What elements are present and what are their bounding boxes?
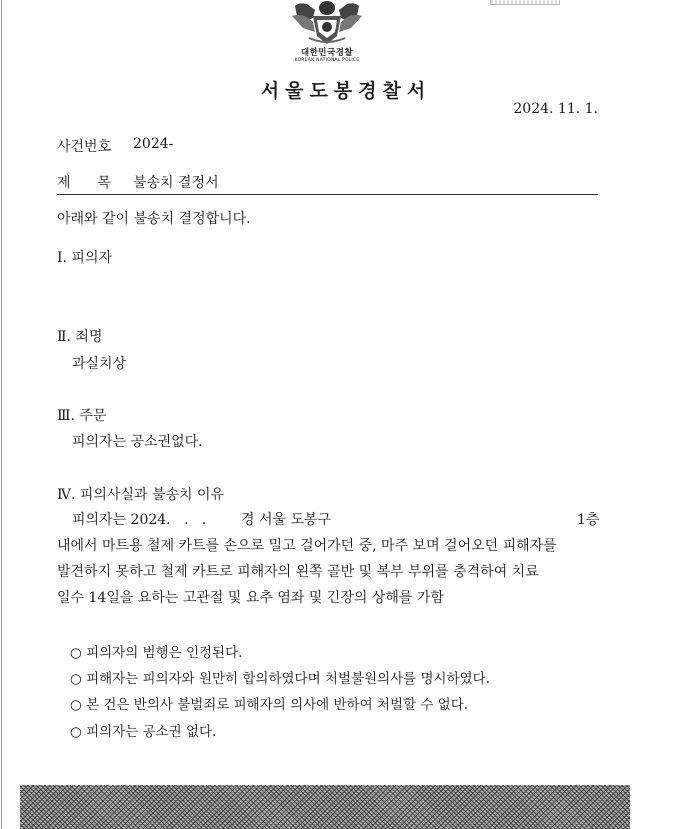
order-heading: Ⅲ. 주문 [57, 408, 107, 424]
statement-item: ○ 본 건은 반의사 불벌죄로 피해자의 의사에 반하여 처벌할 수 없다. [70, 697, 469, 713]
order-value: 피의자는 공소권없다. [72, 434, 203, 450]
facts-line1-b: 경 서울 도봉구 [241, 512, 332, 528]
statement-item: ○ 피의자는 공소권 없다. [70, 724, 217, 740]
statement-item: ○ 피해자는 피의자와 원만히 합의하였다며 처벌불원의사를 명시하였다. [70, 671, 491, 687]
redacted-noise-area [20, 785, 630, 829]
statement-item: ○ 피의자의 범행은 인정된다. [70, 645, 243, 661]
facts-line1-a: 피의자는 2024. . . [72, 512, 207, 528]
emblem-english-text: KOREAN NATIONAL POLICE [294, 58, 360, 63]
crime-heading: Ⅱ. 죄명 [57, 329, 103, 345]
case-number-label: 사건번호 [57, 139, 112, 155]
emblem-korean-text: 대한민국경찰 [300, 48, 354, 58]
police-emblem-icon [289, 0, 365, 46]
header-divider [57, 194, 598, 195]
document-date: 2024. 11. 1. [513, 101, 598, 117]
facts-line1-c: 1층 [577, 512, 600, 528]
emblem-caption [280, 48, 374, 64]
facts-line3: 발견하지 못하고 철제 카트로 피해자의 왼쪽 골반 및 복부 부위를 충격하여 치료 [57, 564, 539, 580]
crime-value: 과실치상 [72, 356, 127, 372]
case-number-value: 2024- [133, 136, 174, 152]
police-station-title: 서울도봉경찰서 [260, 80, 432, 102]
facts-heading: Ⅳ. 피의사실과 불송치 이유 [57, 487, 225, 503]
intro-text: 아래와 같이 불송치 결정합니다. [57, 211, 251, 227]
facts-line4: 일수 14일을 요하는 고관절 및 요추 염좌 및 긴장의 상해를 가함 [57, 590, 444, 606]
case-title-label: 제 목 [57, 175, 111, 191]
top-stamp-mark [490, 0, 560, 5]
case-title-value: 불송치 결정서 [133, 175, 219, 191]
page-left-border [1, 0, 2, 829]
suspect-heading: Ⅰ. 피의자 [57, 250, 113, 266]
facts-line2: 내에서 마트용 철제 카트를 손으로 밀고 걸어가던 중, 마주 보며 걸어오던 피해자를 [57, 538, 557, 554]
